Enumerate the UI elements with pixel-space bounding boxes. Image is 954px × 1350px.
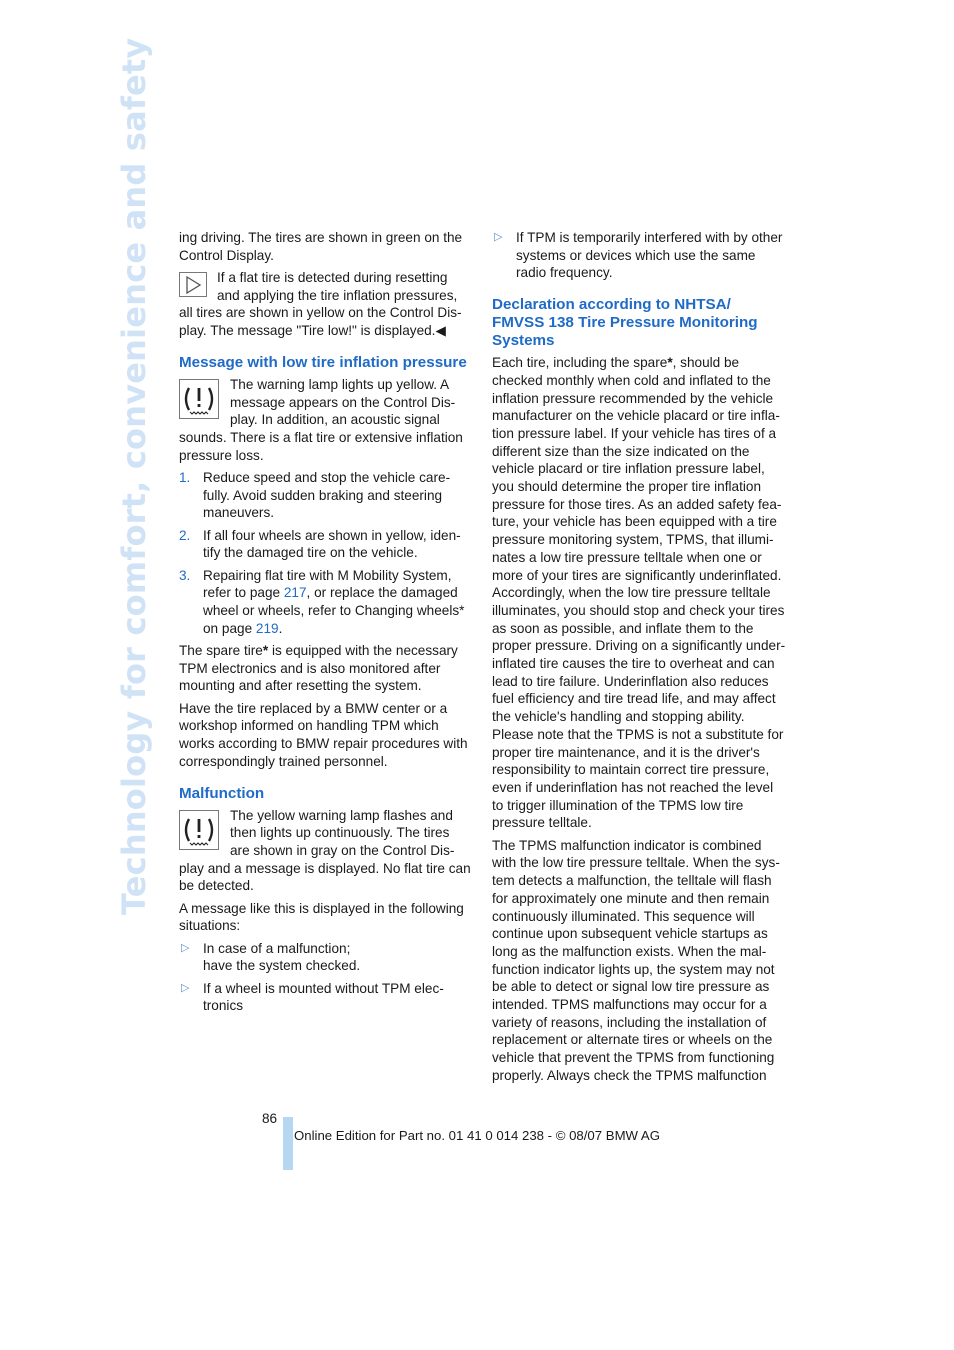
warning-text: The warning lamp lights up yellow. A message appears on the Control Display. In addition, an acoustic signal sounds. There is a flat tire or extensive inflation pressure loss. [179, 376, 463, 463]
page-link-217[interactable]: 217 [283, 585, 307, 601]
asterisk: * [262, 643, 269, 659]
step-text: , or replace the damaged wheel or wheels, refer to Changing wheels* on page [203, 585, 465, 636]
text: The spare tire [179, 643, 263, 659]
edition-footer: Online Edition for Part no. 01 41 0 014 238 - © 08/07 BMW AG [294, 1128, 660, 1143]
page-link-219[interactable]: 219 [255, 620, 279, 636]
section-heading: Malfunction [179, 784, 265, 802]
page-number: 86 [262, 1111, 278, 1126]
list-item [179, 527, 471, 562]
list-item [179, 469, 471, 522]
triangle-bullet-icon: ▷ [181, 981, 190, 994]
text: In case of a malfunction; [203, 940, 351, 956]
left-column [179, 229, 471, 1020]
footer-accent-bar [283, 1117, 293, 1170]
tire-pressure-warning-icon [179, 379, 219, 419]
warning-paragraph [179, 807, 471, 896]
text: have the system checked. [203, 958, 361, 974]
paragraph: ing driving. The tires are shown in green on the Control Display. [179, 230, 463, 263]
list-item [492, 229, 786, 282]
warning-paragraph [179, 376, 471, 465]
paragraph: A message like this is displayed in the following situations: [179, 900, 464, 934]
play-triangle-icon [179, 272, 207, 297]
list-item [179, 940, 471, 975]
step-text: Reduce speed and stop the vehicle carefully. Avoid sudden braking and steering maneuvers. [203, 469, 451, 521]
steps-list [179, 469, 471, 638]
chapter-side-title: Technology for comfort, convenience and safety [115, 37, 153, 915]
section-heading: Declaration according to NHTSA/ FMVSS 138 Tire Pressure Monitoring Systems [492, 296, 758, 350]
section-heading: Message with low tire inflation pressure [179, 353, 467, 371]
text: If TPM is temporarily interfered with by other systems or devices which use the same radio frequency. [516, 230, 783, 281]
warning-text: The yellow warning lamp flashes and then lights up continuously. The tires are shown in gray on the Control Display and a message is displayed. No flat tire can be detected. [179, 807, 471, 894]
triangle-bullet-icon: ▷ [181, 941, 190, 954]
paragraph [179, 642, 471, 695]
note-text: If a flat tire is detected during resetting and applying the tire inflation pressures, all tires are shown in yellow on the Control Display. The message "Tire low!" is displayed. [179, 270, 462, 339]
tire-pressure-warning-icon [179, 810, 219, 850]
asterisk: * [667, 355, 673, 371]
paragraph: The TPMS malfunction indicator is combined with the low tire pressure telltale. When the system detects a malfunction, the telltale will flash for approximately one minute and then remain continuously illuminated. This sequence will continue upon subsequent vehicle startups as long as the malfunction exists. When the malfunction indicator lights up, the system may not be able to detect or signal low tire pressure as intended. TPMS malfunctions may occur for a variety of reasons, including the installation of replacement or alternate tires or wheels on the vehicle that prevent the TPMS from functioning properly. Always check the TPMS malfunction [492, 837, 780, 1083]
step-number: 2. [179, 527, 191, 543]
step-text: Repairing flat tire with M Mobility System, refer to page [203, 567, 452, 601]
text: , should be checked monthly when cold and inflated to the inflation pressure recommended by the vehicle manufacturer on the vehicle placard or tire inflation pressure label. If your vehicle has tires of a different size than the size indicated on the vehicle placard or tire inflation pressure label, you should determine the proper tire inflation pressure for those tires. As an added safety feature, your vehicle has been equipped with a tire pressure monitoring system, TPMS, that illuminates a low tire pressure telltale when one or more of your tires are significantly underinflated. Accordingly, when the low tire pressure telltale illuminates, you should stop and check your tires as soon as possible, and inflate them to the proper pressure. Driving on a significantly under-inflated tire causes the tire to overheat and can lead to tire failure. Underinflation also reduces fuel efficiency and tire tread life, and may affect the vehicle's handling and stopping ability. Please note that the TPMS is not a substitute for proper tire maintenance, and it is the driver's responsibility to maintain correct tire pressure, even if underinflation has not reached the level to trigger illumination of the TPMS low tire pressure telltale. [492, 355, 786, 831]
note-paragraph [179, 269, 471, 340]
triangle-bullet-icon: ▷ [494, 231, 503, 243]
situations-list [179, 940, 471, 1015]
list-item [179, 567, 471, 638]
text: is equipped with the necessary TPM electronics and is also monitored after mounting and after resetting the system. [179, 643, 458, 694]
step-number: 1. [179, 469, 191, 485]
step-text: . [278, 620, 283, 636]
right-column [492, 229, 786, 1089]
list-item [179, 980, 471, 1015]
paragraph [492, 354, 786, 832]
step-number: 3. [179, 567, 191, 583]
end-mark-icon: ◀ [435, 323, 446, 339]
step-text: If all four wheels are shown in yellow, identify the damaged tire on the vehicle. [203, 527, 461, 561]
text: If a wheel is mounted without TPM electronics [203, 980, 444, 1014]
text: Each tire, including the spare [492, 355, 668, 371]
situations-list-cont [492, 229, 786, 282]
paragraph: Have the tire replaced by a BMW center or a workshop informed on handling TPM which works according to BMW repair procedures with correspondingly trained personnel. [179, 700, 468, 769]
